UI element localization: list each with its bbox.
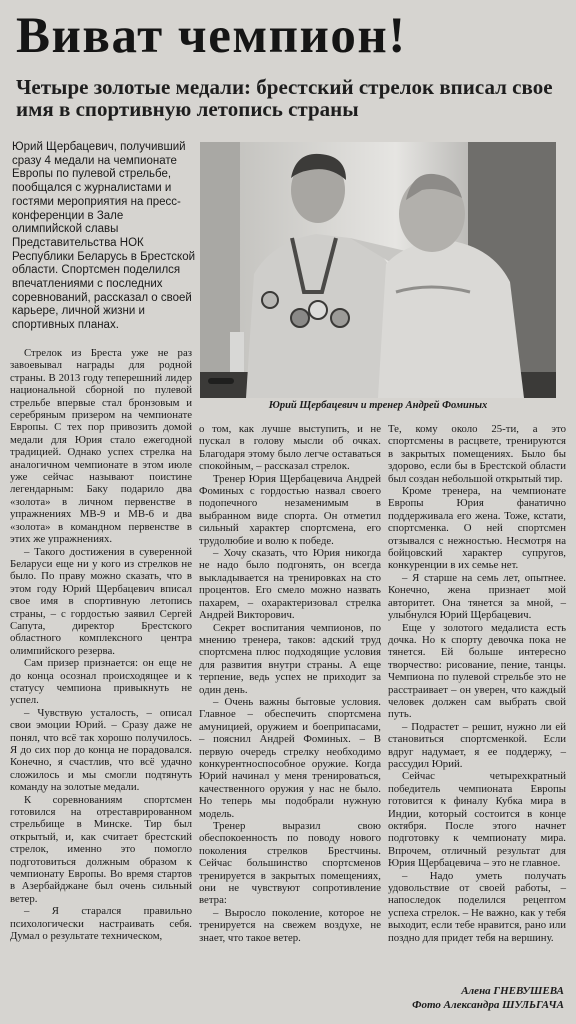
paragraph: – Такого достижения в суверенной Беларуси еще ни у кого из стрелков не было. По праву можно сказать, что в этом году Юрий Щербацевич вписал свое имя в спортивную летопись страны, – с гордостью заявил Сергей Сапута, директор Брестского областного комплексного центра олимпийского резерва.	[10, 545, 192, 657]
article-column-1	[10, 347, 192, 1019]
paragraph: Те, кому около 25-ти, а это спортсмены в расцвете, тренируются в закрытых помещениях. Было бы здорово, если бы в Брестской области был создан небольшой открытый тир.	[388, 423, 566, 485]
photo-caption: Юрий Щербацевич и тренер Андрей Фоминых	[268, 400, 488, 411]
paragraph: – Я старался правильно психологически настраивать себя. Думал о результате техническом,	[10, 905, 192, 943]
photo-credit: Фото Александра ШУЛЬГАЧА	[412, 999, 564, 1011]
paragraph: – Надо уметь получать удовольствие от своей работы, – напоследок поделился рецептом успеха стрелок. – Не важно, как у тебя выходит, если тебе нравится, рано или поздно для придет тебя на вершину.	[388, 869, 566, 944]
subheadline: Четыре золотые медали: брестский стрелок вписал свое имя в спортивную летопись страны	[16, 75, 553, 121]
paragraph: Тренер выразил свою обеспокоенность по поводу нового поколения стрелков Брестчины. Сейчас большинство спортсменов тренируется в закрытых помещениях, они не чувствуют сопротивление ветра:	[199, 820, 381, 907]
photo-coach-and-shooter-illustration	[200, 142, 556, 398]
paragraph: – Подрастет – решит, нужно ли ей становиться спортсменкой. Если вдруг надумает, я ее поддержу, – рассудил Юрий.	[388, 720, 566, 770]
headline: Виват чемпион!	[16, 8, 407, 64]
paragraph: – Я старше на семь лет, опытнее. Конечно, жена признает мой авторитет. Она тянется за мной, – улыбнулся Юрий Щербацевич.	[388, 571, 566, 622]
paragraph: – Очень важны бытовые условия. Главное – обеспечить спортсмена амуницией, оружием и боеприпасами, – пояснил Андрей Фоминых. – В первую очередь стрелку необходимо конкурентноспособное оружие. Когда Юрий начинал у меня тренироваться, качественного оружия у нас не было. Но теперь мы подобрали нужную модель.	[199, 695, 381, 820]
article-column-2	[199, 423, 381, 1019]
paragraph: Стрелок из Бреста уже не раз завоевывал награды для родной страны. В 2013 году теперешний лидер национальной сборной по пулевой стрельбе впервые стал бронзовым и серебряным призером на чемпионате Европы. С тех пор привозить домой медали для Юрия стало ежегодной традицией. Однако успех стрелка на аналогичном чемпионате в этом июле уже сейчас называют поистине легендарным: Баку подарило два «золота» в личном первенстве в упражнениях МВ-9 и МВ-6 и два «золота» в командном первенстве в этих же упражнениях.	[10, 347, 192, 546]
paragraph: Еще у золотого медалиста есть дочка. Но к спорту девочка пока не тянется. Ей больше интересно творчество: рисование, пение, танцы. Чемпиона по пулевой стрельбе это не расстраивает – он уверен, что каждый человек должен сам выбрать свой путь.	[388, 621, 566, 721]
paragraph: Сейчас четырехкратный победитель чемпионата Европы готовится к финалу Кубка мира в Индии, который состоится в конце октября. После этого начнет подготовку к чемпионату мира. Впрочем, отличный результат для Юрия Щербацевича – это не главное.	[388, 770, 566, 870]
paragraph: – Выросло поколение, которое не тренируется на свежем воздухе, не знает, что такое ветер.	[199, 906, 381, 944]
paragraph: – Хочу сказать, что Юрия никогда не надо было подгонять, он всегда выкладывается на тренировках на сто процентов. Его смело можно назвать пахарем, – охарактеризовал стрелка Андрей Викторович.	[199, 547, 381, 622]
paragraph: К соревнованиям спортсмен готовился на отреставрированном стрельбище в Минске. Тир был открытый, и, как считает брестский стрелок, именно это помогло подготовиться должным образом к чемпионату Европы. Во время стартов в Азербайджане был очень сильный ветер.	[10, 793, 192, 905]
paragraph: Кроме тренера, на чемпионате Европы Юрия фанатично поддерживала его жена. Тоже, кстати, спортсменка. О ней спортсмен отзывался с нежностью. Несмотря на бойцовский характер супругов, конкуренции в их семье нет.	[388, 485, 566, 572]
paragraph: Секрет воспитания чемпионов, по мнению тренера, таков: адский труд спортсмена плюс подходящие условия для развития внутри страны. А еще терпение, ведь успех не приходит за один день.	[199, 621, 381, 696]
lead-paragraph: Юрий Щербацевич, получивший сразу 4 медали на чемпионате Европы по пулевой стрельбе, пообщался с журналистами и гостями мероприятия на пресс-конференции в Зале олимпийской славы Представительства НОК Республики Беларусь в Брестской области. Спортсмен поделился впечатлениями с последних соревнований, рассказал о своей карьере, личной жизни и спортивных планах.	[12, 141, 196, 332]
paragraph: Сам призер признается: он еще не до конца осознал происходящее и к статусу чемпиона привыкнуть не успел.	[10, 657, 192, 707]
article-column-3	[388, 423, 566, 981]
paragraph: о том, как лучше выступить, и не пускал в голову мысли об очках. Благодаря этому было легче оставаться спокойным, – рассказал стрелок.	[199, 423, 381, 473]
byline	[388, 984, 564, 1012]
author-name: Алена ГНЕВУШЕВА	[461, 985, 564, 997]
article-photo	[200, 142, 556, 398]
paragraph: Тренер Юрия Щербацевича Андрей Фоминых с гордостью назвал своего подопечного незаменимым в выбранном виде спорта. Он отметил сильный характер спортсмена, его трудолюбие и волю к победе.	[199, 472, 381, 547]
paragraph: – Чувствую усталость, – описал свои эмоции Юрий. – Сразу даже не понял, что всё так хорошо получилось. Я до сих пор до конца не порадовался. Конечно, я счастлив, что всё удачно сложилось и мы смогли подтянуть команду на золотые медали.	[10, 706, 192, 794]
